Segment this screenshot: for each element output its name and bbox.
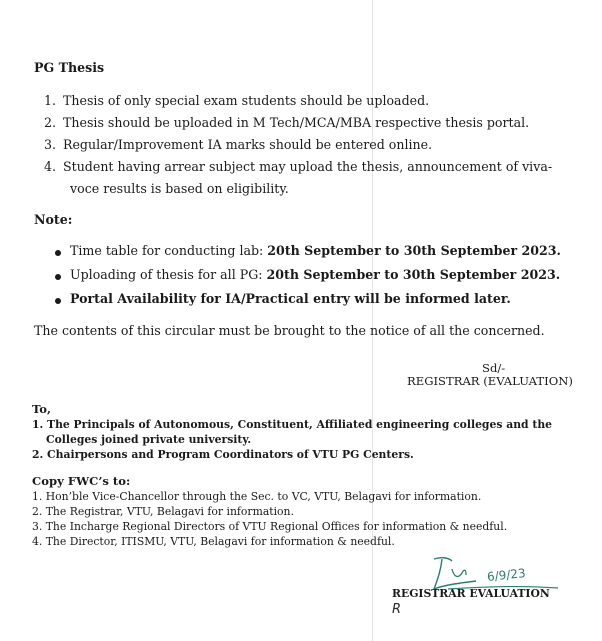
pg-thesis-item-1 xyxy=(38,93,429,108)
item-number: 2. xyxy=(43,115,56,130)
note-heading: Note: xyxy=(34,212,73,227)
note-bullet-date: 20th September to 30th September 2023. xyxy=(266,267,561,282)
item-text: Regular/Improvement IA marks should be entered online. xyxy=(63,137,433,152)
note-bullet-1 xyxy=(70,243,561,258)
note-bullet-2 xyxy=(70,267,560,282)
pg-thesis-item-4 xyxy=(38,159,552,174)
to-item-1-line-2: Colleges joined private university. xyxy=(46,433,252,446)
copy-fwc-heading: Copy FWC’s to: xyxy=(32,474,131,488)
handwritten-date: 6/9/23 xyxy=(486,566,527,584)
item-text: Student having arrear subject may upload the thesis, announcement of viva- xyxy=(63,159,553,174)
sd-mark: Sd/- xyxy=(482,361,506,375)
pg-thesis-item-4-continuation: voce results is based on eligibility. xyxy=(70,181,289,196)
note-bullet-3 xyxy=(70,291,511,306)
item-text: Thesis should be uploaded in M Tech/MCA/MBA respective thesis portal. xyxy=(63,115,530,130)
registrar-evaluation-title: REGISTRAR (EVALUATION) xyxy=(407,374,573,388)
item-number: 4. xyxy=(43,159,56,174)
handwritten-initial: R xyxy=(392,602,402,617)
to-heading: To, xyxy=(32,402,52,416)
item-number: 1. xyxy=(43,93,56,108)
pg-thesis-item-2 xyxy=(38,115,529,130)
bullet-dot xyxy=(55,274,61,280)
note-bullet-prefix: Uploading of thesis for all PG: xyxy=(70,267,267,282)
note-bullet-prefix: Time table for conducting lab: xyxy=(70,243,268,258)
copy-fwc-item-1: 1. Hon’ble Vice-Chancellor through the Sec. to VC, VTU, Belagavi for information. xyxy=(32,490,482,503)
pg-thesis-heading: PG Thesis xyxy=(34,60,105,75)
bullet-dot xyxy=(55,250,61,256)
registrar-evaluation-footer: REGISTRAR EVALUATION xyxy=(392,587,550,600)
item-number: 3. xyxy=(43,137,56,152)
copy-fwc-item-2: 2. The Registrar, VTU, Belagavi for information. xyxy=(32,505,294,518)
note-bullet-bold: Portal Availability for IA/Practical entry will be informed later. xyxy=(70,291,511,306)
to-item-1-line-1: 1. The Principals of Autonomous, Constituent, Affiliated engineering colleges and the xyxy=(32,418,553,431)
to-item-2: 2. Chairpersons and Program Coordinators of VTU PG Centers. xyxy=(32,448,414,461)
pg-thesis-item-3 xyxy=(38,137,432,152)
copy-fwc-item-3: 3. The Incharge Regional Directors of VTU Regional Offices for information & needful. xyxy=(32,520,508,533)
copy-fwc-item-4: 4. The Director, ITISMU, VTU, Belagavi for information & needful. xyxy=(32,535,395,548)
bullet-dot xyxy=(55,298,61,304)
note-bullet-date: 20th September to 30th September 2023. xyxy=(267,243,561,258)
closing-statement: The contents of this circular must be brought to the notice of all the concerned. xyxy=(34,323,545,338)
item-text: Thesis of only special exam students should be uploaded. xyxy=(63,93,430,108)
